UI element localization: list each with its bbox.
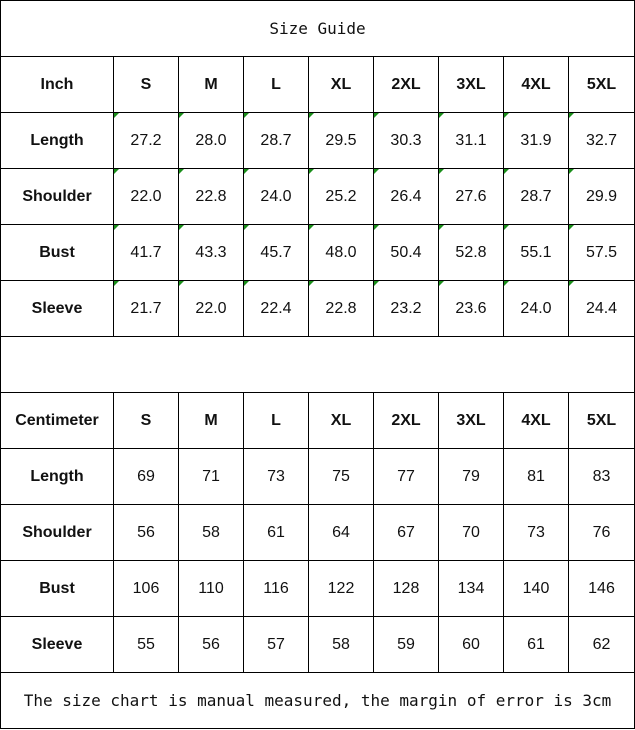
value-cell: 29.9	[569, 169, 635, 225]
value-cell: 110	[179, 561, 244, 617]
value-cell: 23.6	[439, 281, 504, 337]
cm-unit-label: Centimeter	[1, 393, 114, 449]
value-cell: 52.8	[439, 225, 504, 281]
value-cell: 24.4	[569, 281, 635, 337]
value-cell: 41.7	[114, 225, 179, 281]
value-cell: 116	[244, 561, 309, 617]
value-cell: 73	[504, 505, 569, 561]
value-cell: 56	[114, 505, 179, 561]
row-label: Sleeve	[1, 281, 114, 337]
value-cell: 58	[309, 617, 374, 673]
cm-size-header: M	[179, 393, 244, 449]
value-cell: 24.0	[244, 169, 309, 225]
table-row	[1, 561, 635, 617]
value-cell: 27.2	[114, 113, 179, 169]
inch-header-row	[1, 57, 635, 113]
table-row	[1, 505, 635, 561]
value-cell: 48.0	[309, 225, 374, 281]
cm-size-header: XL	[309, 393, 374, 449]
value-cell: 62	[569, 617, 635, 673]
spacer-row	[1, 337, 635, 393]
value-cell: 25.2	[309, 169, 374, 225]
value-cell: 61	[504, 617, 569, 673]
value-cell: 70	[439, 505, 504, 561]
value-cell: 31.1	[439, 113, 504, 169]
row-label: Shoulder	[1, 169, 114, 225]
table-row	[1, 617, 635, 673]
inch-size-header: XL	[309, 57, 374, 113]
table-row	[1, 281, 635, 337]
value-cell: 50.4	[374, 225, 439, 281]
value-cell: 77	[374, 449, 439, 505]
row-label: Sleeve	[1, 617, 114, 673]
footnote-text: The size chart is manual measured, the margin of error is 3cm	[1, 673, 635, 729]
value-cell: 21.7	[114, 281, 179, 337]
inch-size-header: S	[114, 57, 179, 113]
value-cell: 67	[374, 505, 439, 561]
value-cell: 69	[114, 449, 179, 505]
value-cell: 83	[569, 449, 635, 505]
value-cell: 73	[244, 449, 309, 505]
inch-size-header: L	[244, 57, 309, 113]
cm-size-header: 3XL	[439, 393, 504, 449]
value-cell: 22.4	[244, 281, 309, 337]
value-cell: 22.0	[179, 281, 244, 337]
row-label: Bust	[1, 225, 114, 281]
footnote-row	[1, 673, 635, 729]
row-label: Bust	[1, 561, 114, 617]
value-cell: 29.5	[309, 113, 374, 169]
value-cell: 24.0	[504, 281, 569, 337]
value-cell: 128	[374, 561, 439, 617]
value-cell: 28.0	[179, 113, 244, 169]
value-cell: 28.7	[504, 169, 569, 225]
table-row	[1, 113, 635, 169]
value-cell: 64	[309, 505, 374, 561]
cm-header-row	[1, 393, 635, 449]
value-cell: 146	[569, 561, 635, 617]
inch-unit-label: Inch	[1, 57, 114, 113]
cm-size-header: S	[114, 393, 179, 449]
inch-size-header: 2XL	[374, 57, 439, 113]
value-cell: 57	[244, 617, 309, 673]
inch-size-header: 3XL	[439, 57, 504, 113]
value-cell: 45.7	[244, 225, 309, 281]
value-cell: 22.8	[309, 281, 374, 337]
value-cell: 31.9	[504, 113, 569, 169]
inch-size-header: M	[179, 57, 244, 113]
value-cell: 30.3	[374, 113, 439, 169]
table-row	[1, 169, 635, 225]
cm-size-header: 2XL	[374, 393, 439, 449]
value-cell: 43.3	[179, 225, 244, 281]
value-cell: 76	[569, 505, 635, 561]
inch-size-header: 4XL	[504, 57, 569, 113]
value-cell: 106	[114, 561, 179, 617]
value-cell: 81	[504, 449, 569, 505]
value-cell: 23.2	[374, 281, 439, 337]
row-label: Length	[1, 113, 114, 169]
inch-size-header: 5XL	[569, 57, 635, 113]
value-cell: 61	[244, 505, 309, 561]
table-spacer	[1, 337, 635, 393]
table-row	[1, 449, 635, 505]
cm-size-header: 4XL	[504, 393, 569, 449]
value-cell: 55	[114, 617, 179, 673]
value-cell: 27.6	[439, 169, 504, 225]
page-title: Size Guide	[1, 1, 635, 57]
value-cell: 55.1	[504, 225, 569, 281]
title-row	[1, 1, 635, 57]
value-cell: 57.5	[569, 225, 635, 281]
cm-size-header: L	[244, 393, 309, 449]
value-cell: 59	[374, 617, 439, 673]
table-row	[1, 225, 635, 281]
value-cell: 134	[439, 561, 504, 617]
row-label: Length	[1, 449, 114, 505]
row-label: Shoulder	[1, 505, 114, 561]
value-cell: 122	[309, 561, 374, 617]
value-cell: 22.0	[114, 169, 179, 225]
value-cell: 71	[179, 449, 244, 505]
value-cell: 58	[179, 505, 244, 561]
value-cell: 56	[179, 617, 244, 673]
value-cell: 22.8	[179, 169, 244, 225]
value-cell: 75	[309, 449, 374, 505]
value-cell: 140	[504, 561, 569, 617]
value-cell: 60	[439, 617, 504, 673]
value-cell: 32.7	[569, 113, 635, 169]
value-cell: 28.7	[244, 113, 309, 169]
cm-size-header: 5XL	[569, 393, 635, 449]
value-cell: 26.4	[374, 169, 439, 225]
value-cell: 79	[439, 449, 504, 505]
